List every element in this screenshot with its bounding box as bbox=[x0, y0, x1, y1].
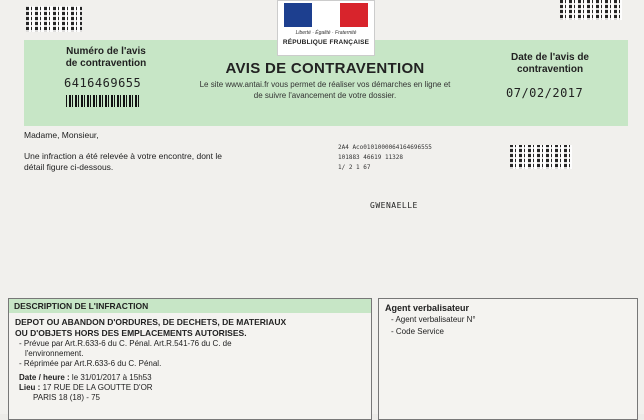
notice-date-label: Date de l'avis de contravention bbox=[511, 52, 589, 75]
place-label: Lieu : bbox=[19, 383, 41, 392]
agent-number: - Agent verbalisateur N° bbox=[391, 315, 476, 324]
infraction-place: 17 RUE DE LA GOUTTE D'OR bbox=[42, 383, 153, 392]
infraction-description-box bbox=[8, 298, 372, 420]
agent-service-code: - Code Service bbox=[391, 327, 444, 336]
notice-number: 6416469655 bbox=[64, 76, 142, 90]
notice-date: 07/02/2017 bbox=[506, 86, 584, 100]
logo-republic: RÉPUBLIQUE FRANÇAISE bbox=[282, 39, 370, 46]
recipient-name: GWENAELLE bbox=[370, 201, 418, 210]
date-label: Date / heure : bbox=[19, 373, 70, 382]
tricolor-flag-icon bbox=[284, 3, 368, 27]
barcode bbox=[66, 95, 140, 107]
agent-header: Agent verbalisateur bbox=[385, 303, 470, 313]
reference-codes: 2A4 Aco0101000064164696555 101883 46619 11328 1/ 2 1 67 bbox=[338, 144, 432, 171]
infraction-title: DEPOT OU ABANDON D'ORDURES, DE DECHETS, DE MATERIAUX OU D'OBJETS HORS DES EMPLACEMENTS AUTORISES. bbox=[15, 317, 287, 338]
agent-box bbox=[378, 298, 638, 420]
republique-francaise-logo bbox=[277, 0, 375, 56]
qr-code-top-left bbox=[26, 6, 82, 32]
logo-motto: Liberté · Égalité · Fraternité bbox=[295, 30, 357, 36]
intro-text: Une infraction a été relevée à votre encontre, dont le détail figure ci-dessous. bbox=[24, 151, 222, 172]
document-title: AVIS DE CONTRAVENTION bbox=[225, 60, 425, 77]
document-subtitle: Le site www.antai.fr vous permet de réaliser vos démarches en ligne et de suivre l'avancement de votre dossier. bbox=[199, 80, 451, 100]
infraction-datetime: le 31/01/2017 à 15h53 bbox=[71, 373, 152, 382]
notice-number-label: Numéro de l'avis de contravention bbox=[65, 46, 147, 69]
qr-code-middle bbox=[510, 145, 572, 169]
infraction-header: DESCRIPTION DE L'INFRACTION bbox=[9, 299, 371, 313]
qr-code-top-right bbox=[560, 0, 622, 20]
salutation: Madame, Monsieur, bbox=[24, 130, 99, 140]
infraction-city: PARIS 18 (18) - 75 bbox=[33, 393, 100, 402]
infraction-legal-refs: - Prévue par Art.R.633-6 du C. Pénal. Art.R.541-76 du C. de l'environnement. - Réprimée par Art.R.633-6 du C. Pénal. bbox=[19, 339, 232, 368]
infraction-details bbox=[9, 369, 371, 403]
